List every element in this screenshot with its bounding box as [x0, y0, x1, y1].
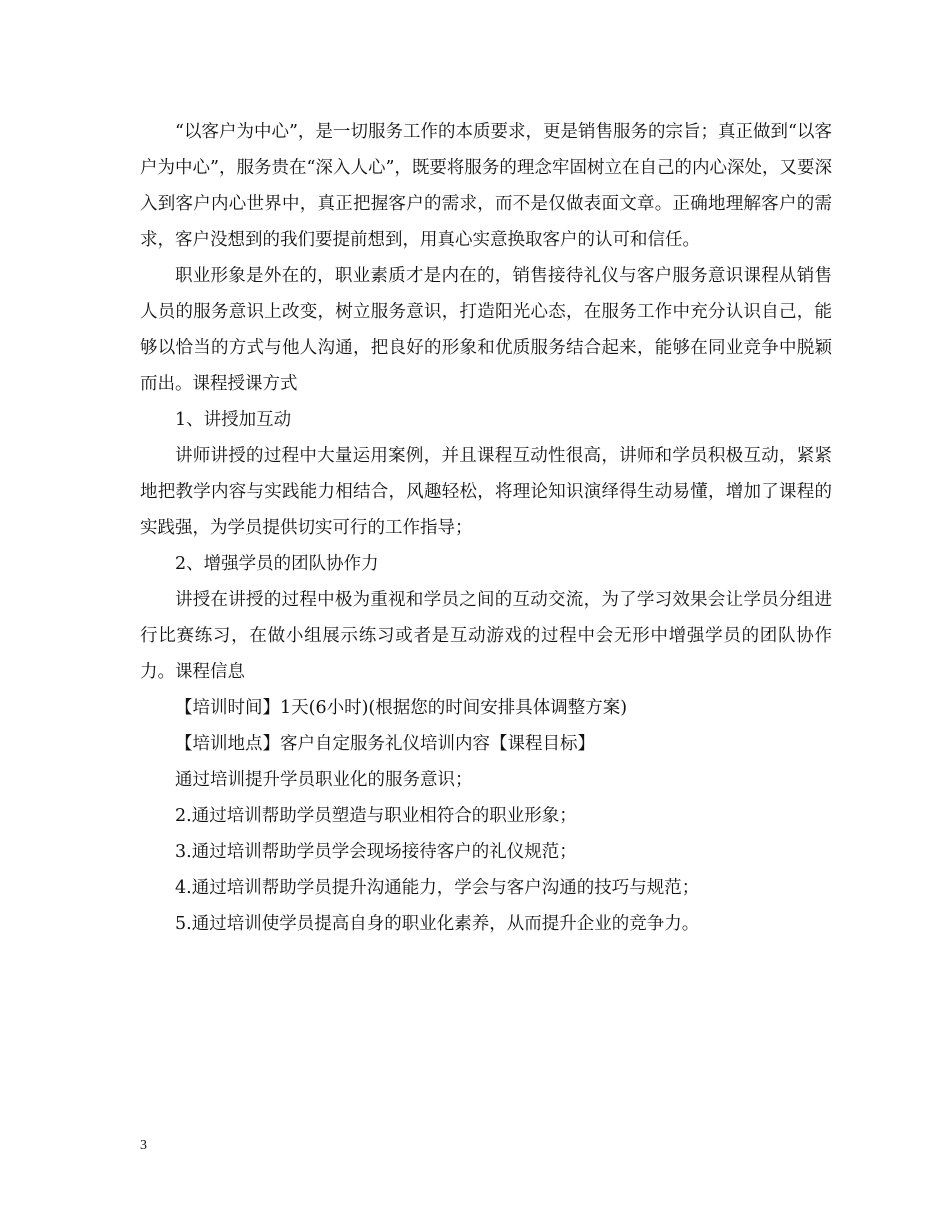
- paragraph-professional-image: 职业形象是外在的，职业素质才是内在的，销售接待礼仪与客户服务意识课程从销售人员的服务意识上改变，树立服务意识，打造阳光心态，在服务工作中充分认识自己，能够以恰当的方式与他人沟通，把良好的形象和优质服务结合起来，能够在同业竞争中脱颖而出。课程授课方式: [140, 266, 832, 394]
- page-number: 3: [140, 1138, 147, 1153]
- training-time-line: 【培训时间】1天(6小时)(根据您的时间安排具体调整方案): [175, 698, 628, 718]
- goal-item-4: 4.通过培训帮助学员提升沟通能力，学会与客户沟通的技巧与规范；: [175, 878, 700, 898]
- paragraph-team-collaboration: 讲授在讲授的过程中极为重视和学员之间的互动交流，为了学习效果会让学员分组进行比赛练习，在做小组展示练习或者是互动游戏的过程中会无形中增强学员的团队协作力。课程信息: [140, 590, 832, 682]
- training-location-line: 【培训地点】客户自定服务礼仪培训内容【课程目标】: [175, 734, 595, 754]
- heading-lecture-interaction: 1、讲授加互动: [175, 410, 292, 430]
- goal-item-3: 3.通过培训帮助学员学会现场接待客户的礼仪规范；: [175, 842, 577, 862]
- document-body: [140, 114, 832, 942]
- paragraph-lecture-interaction: 讲师讲授的过程中大量运用案例，并且课程互动性很高，讲师和学员积极互动，紧紧地把教学内容与实践能力相结合，风趣轻松，将理论知识演绎得生动易懂，增加了课程的实践强，为学员提供切实可行的工作指导；: [140, 446, 832, 538]
- paragraph-customer-centric: “以客户为中心”，是一切服务工作的本质要求，更是销售服务的宗旨；真正做到“以客户为中心”，服务贵在“深入人心”，既要将服务的理念牢固树立在自己的内心深处，又要深入到客户内心世界中，真正把握客户的需求，而不是仅做表面文章。正确地理解客户的需求，客户没想到的我们要提前想到，用真心实意换取客户的认可和信任。: [140, 122, 832, 250]
- goal-item-5: 5.通过培训使学员提高自身的职业化素养，从而提升企业的竞争力。: [175, 914, 700, 934]
- goal-item-2: 2.通过培训帮助学员塑造与职业相符合的职业形象；: [175, 806, 577, 826]
- goal-item-1: 通过培训提升学员职业化的服务意识；: [175, 770, 473, 790]
- heading-team-collaboration: 2、增强学员的团队协作力: [175, 554, 379, 574]
